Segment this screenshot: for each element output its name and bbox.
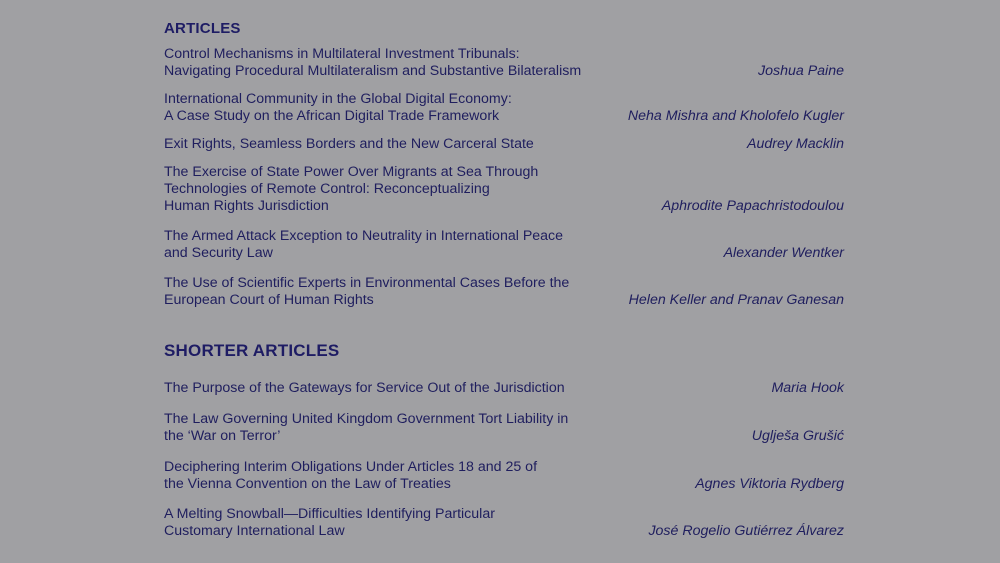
- article-author: Aphrodite Papachristodoulou: [661, 198, 844, 214]
- article-author: Uglješa Grušić: [751, 428, 844, 444]
- toc-entry[interactable]: [164, 228, 844, 262]
- article-title[interactable]: The Exercise of State Power Over Migrants at Sea Through Technologies of Remote Control: Reconceptualizing Human Rights Jurisdiction: [164, 164, 539, 214]
- toc-entry[interactable]: [164, 459, 844, 493]
- toc-entry[interactable]: [164, 275, 844, 309]
- toc-entry[interactable]: [164, 506, 844, 540]
- article-author: Joshua Paine: [758, 63, 844, 79]
- toc-entry[interactable]: [164, 164, 844, 215]
- article-title[interactable]: Exit Rights, Seamless Borders and the New Carceral State: [164, 136, 534, 152]
- article-title[interactable]: The Law Governing United Kingdom Government Tort Liability in the ‘War on Terror’: [164, 411, 569, 444]
- article-author: Audrey Macklin: [747, 136, 844, 152]
- toc-entry[interactable]: [164, 380, 844, 397]
- article-author: Agnes Viktoria Rydberg: [695, 476, 844, 492]
- article-author: Neha Mishra and Kholofelo Kugler: [627, 108, 844, 124]
- toc-entry[interactable]: [164, 136, 844, 153]
- table-of-contents: [164, 0, 844, 563]
- article-title[interactable]: The Use of Scientific Experts in Environmental Cases Before the European Court of Human Rights: [164, 275, 570, 308]
- article-author: José Rogelio Gutiérrez Álvarez: [648, 523, 844, 539]
- toc-entry[interactable]: [164, 46, 844, 80]
- toc-entry[interactable]: [164, 91, 844, 125]
- article-title[interactable]: The Purpose of the Gateways for Service Out of the Jurisdiction: [164, 380, 565, 396]
- toc-entry[interactable]: [164, 411, 844, 445]
- article-author: Maria Hook: [771, 380, 844, 396]
- article-author: Helen Keller and Pranav Ganesan: [628, 292, 844, 308]
- article-title[interactable]: A Melting Snowball—Difficulties Identifying Particular Customary International Law: [164, 506, 495, 539]
- article-title[interactable]: Control Mechanisms in Multilateral Investment Tribunals: Navigating Procedural Multilateralism and Substantive Bilateralism: [164, 46, 582, 79]
- article-title[interactable]: Deciphering Interim Obligations Under Articles 18 and 25 of the Vienna Convention on the Law of Treaties: [164, 459, 538, 492]
- article-author: Alexander Wentker: [723, 245, 844, 261]
- section-heading-shorter-articles: SHORTER ARTICLES: [164, 341, 340, 360]
- article-title[interactable]: International Community in the Global Digital Economy: A Case Study on the African Digital Trade Framework: [164, 91, 512, 124]
- article-title[interactable]: The Armed Attack Exception to Neutrality in International Peace and Security Law: [164, 228, 564, 261]
- section-heading-articles: ARTICLES: [164, 20, 241, 37]
